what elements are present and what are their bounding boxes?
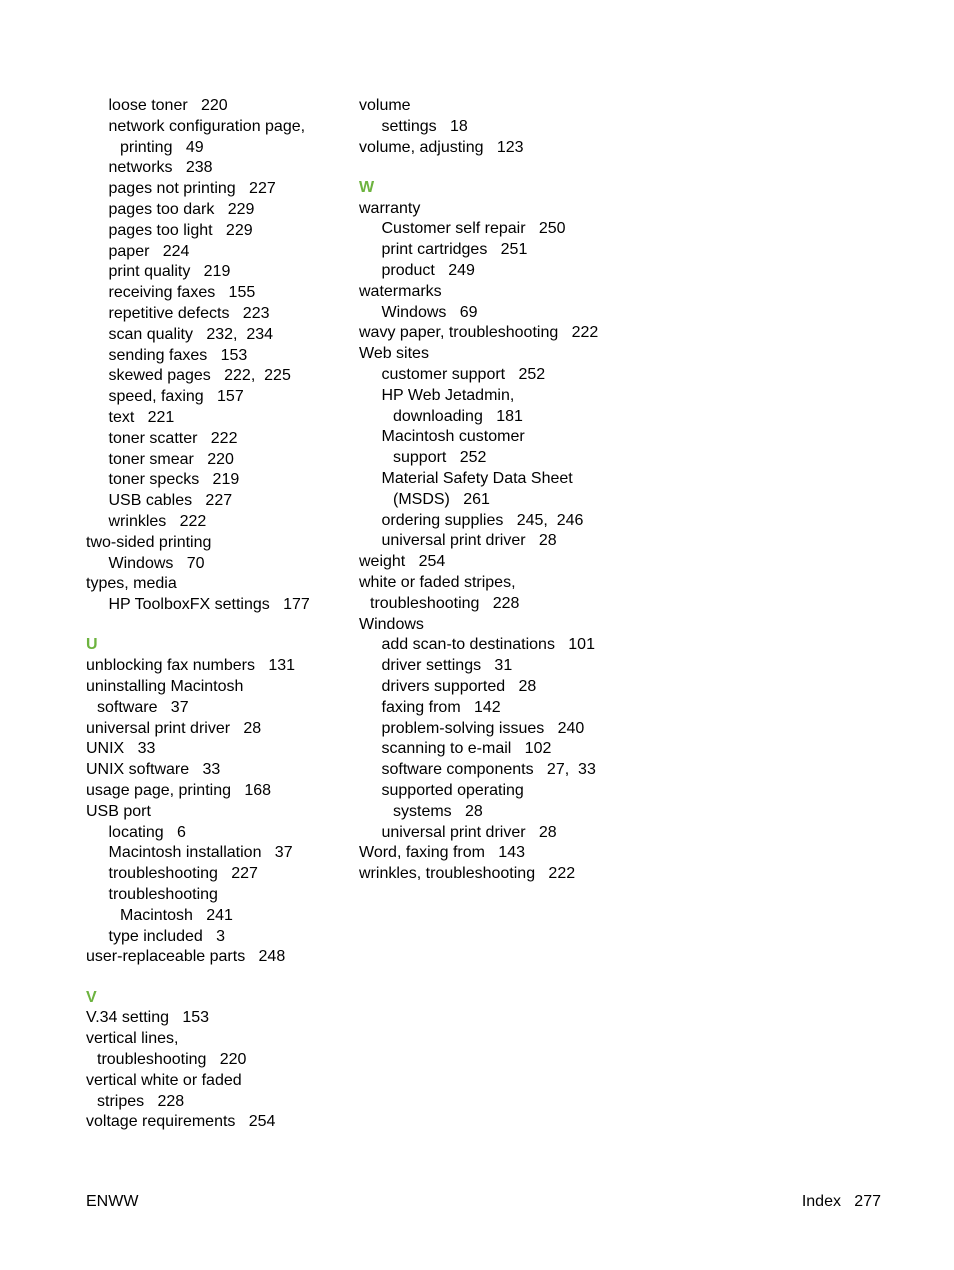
index-entry: universal print driver 28 bbox=[86, 719, 262, 737]
index-entry: downloading 181 bbox=[393, 407, 523, 425]
index-entry: watermarks bbox=[359, 282, 442, 300]
index-entry: Macintosh 241 bbox=[120, 906, 233, 924]
index-entry: driver settings 31 bbox=[381, 657, 513, 675]
index-entry: vertical white or faded bbox=[86, 1071, 242, 1089]
index-entry: (MSDS) 261 bbox=[393, 490, 490, 508]
index-entry: sending faxes 153 bbox=[108, 346, 248, 364]
index-entry: Macintosh customer bbox=[381, 428, 525, 446]
index-section-heading: V bbox=[86, 988, 97, 1006]
index-entry: print cartridges 251 bbox=[381, 241, 528, 259]
index-entry: universal print driver 28 bbox=[381, 532, 557, 550]
index-entry: troubleshooting 228 bbox=[370, 594, 520, 612]
index-entry: volume, adjusting 123 bbox=[359, 138, 524, 156]
index-entry: UNIX software 33 bbox=[86, 761, 221, 779]
index-entry: Macintosh installation 37 bbox=[108, 844, 293, 862]
index-entry: wavy paper, troubleshooting 222 bbox=[359, 324, 599, 342]
index-entry: Windows 70 bbox=[108, 554, 205, 572]
index-entry: warranty bbox=[359, 199, 421, 217]
index-entry: toner scatter 222 bbox=[108, 429, 238, 447]
index-entry: type included 3 bbox=[108, 927, 226, 945]
index-entry: white or faded stripes, bbox=[359, 574, 516, 592]
index-entry: Customer self repair 250 bbox=[381, 220, 566, 238]
index-entry: USB port bbox=[86, 802, 151, 820]
index-entry: toner specks 219 bbox=[108, 471, 240, 489]
index-entry: troubleshooting bbox=[108, 885, 218, 903]
index-entry: printing 49 bbox=[120, 138, 204, 156]
index-entry: types, media bbox=[86, 575, 177, 593]
index-entry: stripes 228 bbox=[97, 1092, 185, 1110]
index-entry: ordering supplies 245, 246 bbox=[381, 511, 584, 529]
footer-page-label: Index 277 bbox=[801, 1193, 881, 1210]
index-entry: HP Web Jetadmin, bbox=[381, 386, 515, 404]
index-entry: skewed pages 222, 225 bbox=[108, 367, 291, 385]
index-entry: universal print driver 28 bbox=[381, 823, 557, 841]
index-entry: pages too light 229 bbox=[108, 221, 253, 239]
index-entry: customer support 252 bbox=[381, 366, 546, 384]
index-entry: pages too dark 229 bbox=[108, 200, 255, 218]
index-entry: scanning to e-mail 102 bbox=[381, 740, 552, 758]
index-entry: text 221 bbox=[108, 408, 175, 426]
index-entry: user-replaceable parts 248 bbox=[86, 948, 286, 966]
index-entry: loose toner 220 bbox=[108, 97, 228, 114]
index-entry: uninstalling Macintosh bbox=[86, 678, 244, 696]
index-entry: wrinkles, troubleshooting 222 bbox=[359, 865, 576, 883]
index-entry: settings 18 bbox=[381, 117, 468, 135]
index-entry: product 249 bbox=[381, 262, 475, 280]
index-entry: network configuration page, bbox=[108, 117, 306, 135]
index-entry: pages not printing 227 bbox=[108, 180, 276, 198]
index-column-left bbox=[86, 96, 336, 1133]
index-entry: Windows 69 bbox=[381, 303, 478, 321]
index-section-heading: U bbox=[86, 636, 98, 654]
index-entry: troubleshooting 227 bbox=[108, 865, 258, 883]
index-entry: scan quality 232, 234 bbox=[108, 325, 274, 343]
index-entry: problem-solving issues 240 bbox=[381, 719, 585, 737]
index-entry: two-sided printing bbox=[86, 533, 212, 551]
index-column-right bbox=[359, 96, 629, 885]
index-entry: weight 254 bbox=[359, 553, 446, 571]
footer-publication-code: ENWW bbox=[86, 1193, 139, 1210]
index-section-heading: W bbox=[359, 178, 375, 196]
index-entry: add scan-to destinations 101 bbox=[381, 636, 595, 654]
index-entry: paper 224 bbox=[108, 242, 190, 260]
index-entry: V.34 setting 153 bbox=[86, 1009, 210, 1027]
index-entry: software 37 bbox=[97, 698, 189, 716]
index-entry: Material Safety Data Sheet bbox=[381, 470, 573, 488]
index-entry: toner smear 220 bbox=[108, 450, 234, 468]
index-entry: faxing from 142 bbox=[381, 698, 501, 716]
index-entry: unblocking fax numbers 131 bbox=[86, 657, 296, 675]
index-entry: HP ToolboxFX settings 177 bbox=[108, 596, 310, 614]
index-entry: print quality 219 bbox=[108, 263, 231, 281]
index-entry: locating 6 bbox=[108, 823, 186, 841]
index-entry: networks 238 bbox=[108, 159, 213, 177]
index-entry: Windows bbox=[359, 615, 424, 633]
index-entry: vertical lines, bbox=[86, 1030, 179, 1048]
index-entry: Web sites bbox=[359, 345, 429, 363]
index-entry: support 252 bbox=[393, 449, 487, 467]
index-entry: troubleshooting 220 bbox=[97, 1051, 247, 1069]
index-entry: supported operating bbox=[381, 782, 524, 799]
index-entry: systems 28 bbox=[393, 802, 483, 820]
index-entry: wrinkles 222 bbox=[108, 512, 207, 530]
index-entry: Word, faxing from 143 bbox=[359, 844, 525, 862]
index-entry: receiving faxes 155 bbox=[108, 284, 256, 302]
index-entry: UNIX 33 bbox=[86, 740, 156, 758]
index-entry: usage page, printing 168 bbox=[86, 782, 272, 799]
index-entry: voltage requirements 254 bbox=[86, 1113, 276, 1131]
index-entry: USB cables 227 bbox=[108, 492, 233, 510]
index-entry: drivers supported 28 bbox=[381, 678, 537, 696]
index-entry: software components 27, 33 bbox=[381, 761, 596, 779]
index-entry: speed, faxing 157 bbox=[108, 388, 244, 406]
index-entry: volume bbox=[359, 97, 411, 114]
index-entry: repetitive defects 223 bbox=[108, 304, 270, 322]
